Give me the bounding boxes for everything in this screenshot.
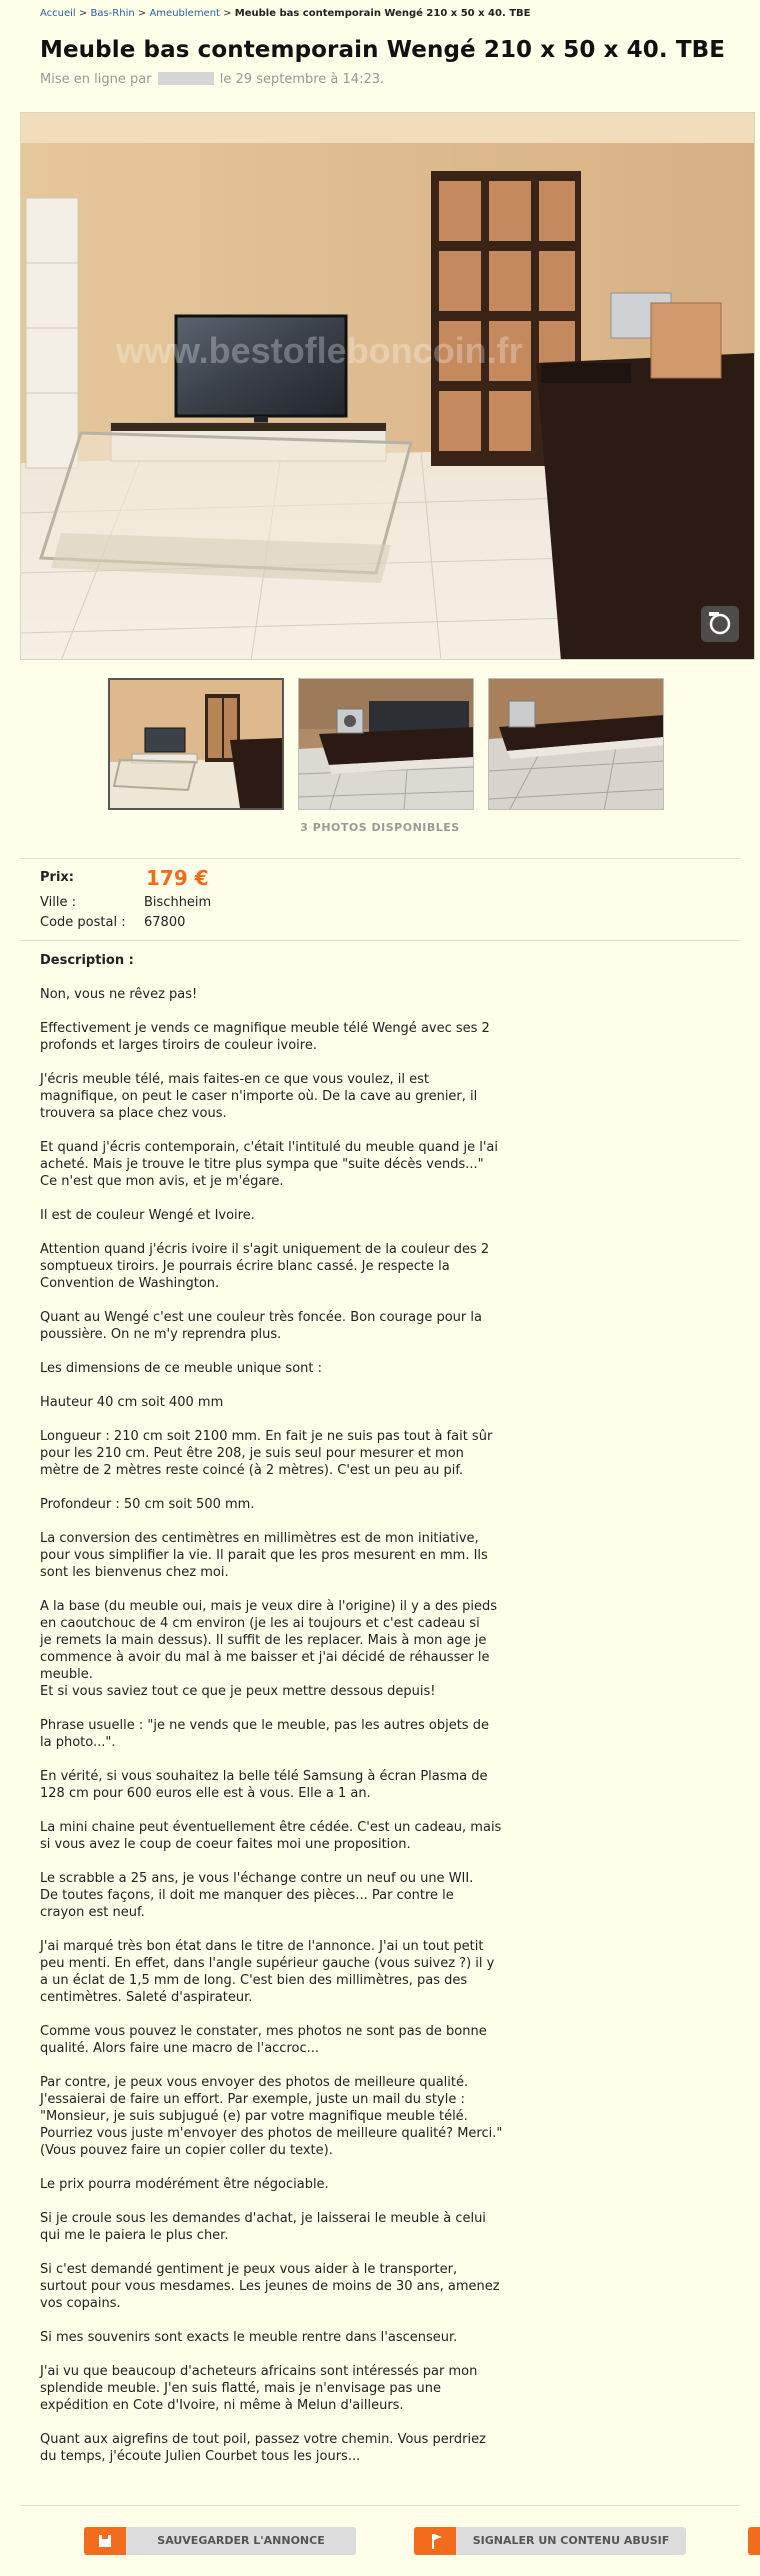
posted-date: le 29 septembre à 14:23. (219, 72, 385, 87)
breadcrumb-region-link[interactable]: Bas-Rhin (90, 8, 135, 19)
divider (20, 2505, 740, 2506)
save-ad-label: SAUVEGARDER L'ANNONCE (157, 2534, 325, 2547)
report-abuse-button[interactable] (414, 2527, 686, 2555)
description-paragraph: Hauteur 40 cm soit 400 mm (40, 1395, 224, 1410)
description-paragraph: Effectivement je vends ce magnifique meuble télé Wengé avec ses 2 profonds et larges tiroirs de couleur ivoire. (40, 1021, 490, 1053)
description-paragraph: Le prix pourra modérément être négociable. (40, 2177, 329, 2192)
description-paragraph: Quant aux aigrefins de tout poil, passez votre chemin. Vous perdriez du temps, j'écoute Julien Courbet tous les jours... (40, 2432, 486, 2464)
price-value: 179 € (146, 866, 209, 890)
thumbnail-1[interactable] (108, 678, 284, 810)
description-paragraph: Quant au Wengé c'est une couleur très foncée. Bon courage pour la poussière. On ne m'y reprendra plus. (40, 1310, 482, 1342)
description-paragraph: Les dimensions de ce meuble unique sont : (40, 1361, 323, 1376)
city-value: Bischheim (144, 895, 212, 910)
breadcrumb (40, 8, 531, 19)
description-paragraph: Non, vous ne rêvez pas! (40, 987, 198, 1002)
description-paragraph: Si mes souvenirs sont exacts le meuble rentre dans l'ascenseur. (40, 2330, 458, 2345)
page-title: Meuble bas contemporain Wengé 210 x 50 x 40. TBE (40, 37, 726, 63)
thumbnail-strip (0, 678, 760, 814)
breadcrumb-separator: > (78, 8, 88, 19)
price-label: Prix: (40, 870, 74, 885)
description-paragraph: Le scrabble a 25 ans, je vous l'échange contre un neuf ou une WII. De toutes façons, il doit me manquer des pièces... Par contre le crayon est neuf. (40, 1871, 474, 1920)
save-ad-button[interactable] (84, 2527, 356, 2555)
save-icon (84, 2527, 126, 2555)
description-paragraph: J'ai vu que beaucoup d'acheteurs africains sont intéressés par mon splendide meuble. J'en suis flatté, mais je n'envisage pas une expédition en Cote d'Ivoire, ni même à Melun d'ailleurs. (40, 2364, 478, 2413)
side-action-button[interactable] (748, 2527, 760, 2555)
report-abuse-label: SIGNALER UN CONTENU ABUSIF (472, 2534, 670, 2547)
description-paragraph: En vérité, si vous souhaitez la belle télé Samsung à écran Plasma de 128 cm pour 600 euros elle est à vous. Elle a 1 an. (40, 1769, 488, 1801)
description-paragraph: J'écris meuble télé, mais faites-en ce que vous voulez, il est magnifique, on peut le caser n'importe où. De la cave au grenier, il trouvera sa place chez vous. (40, 1072, 478, 1121)
description-paragraph: Comme vous pouvez le constater, mes photos ne sont pas de bonne qualité. Alors faire une macro de l'accroc... (40, 2024, 487, 2056)
description-paragraph: Il est de couleur Wengé et Ivoire. (40, 1208, 255, 1223)
breadcrumb-category-link[interactable]: Ameublement (149, 8, 220, 19)
description-paragraph: Phrase usuelle : "je ne vends que le meuble, pas les autres objets de la photo...". (40, 1718, 489, 1750)
thumbnail-image (299, 679, 474, 810)
description-paragraph: Par contre, je peux vous envoyer des photos de meilleure qualité. J'essaierai de faire un effort. Par exemple, juste un mail du style : "Monsieur, je suis subjugué (e) par votre magnifique meuble télé. Pourriez vous juste m'envoyer des photos de meilleure qualité? Merci." (Vous pouvez faire un copier coller du texte). (40, 2075, 503, 2158)
divider (20, 858, 740, 859)
breadcrumb-separator: > (137, 8, 147, 19)
description-title: Description : (40, 953, 134, 968)
main-photo[interactable] (20, 112, 755, 660)
thumbnail-image (110, 680, 282, 808)
divider (20, 940, 740, 941)
thumbnail-3[interactable] (488, 678, 664, 810)
thumbnail-2[interactable] (298, 678, 474, 810)
description-paragraph: Si c'est demandé gentiment je peux vous aider à le transporter, surtout pour vous mesdames. Les jeunes de moins de 30 ans, amenez vos copains. (40, 2262, 500, 2311)
action-bar (0, 2527, 760, 2555)
photos-count: 3 PHOTOS DISPONIBLES (300, 821, 460, 834)
description-paragraph: Si je croule sous les demandes d'achat, je laisserai le meuble à celui qui me le paiera le plus cher. (40, 2211, 486, 2243)
description-paragraph: J'ai marqué très bon état dans le titre de l'annonce. J'ai un tout petit peu menti. En effet, dans l'angle supérieur gauche (vous suivez ?) il y a un éclat de 1,5 mm de long. C'est bien des millimètres, pas des centimètres. Saleté d'aspirateur. (40, 1939, 495, 2005)
description-paragraph: Longueur : 210 cm soit 2100 mm. En fait je ne suis pas tout à fait sûr pour les 210 cm. Peut être 208, je suis seul pour mesurer et mon mètre de 2 mètres reste coincé (à 2 mètres). C'est un peu au pif. (40, 1429, 493, 1478)
breadcrumb-current: Meuble bas contemporain Wengé 210 x 50 x 40. TBE (234, 8, 531, 19)
posted-info (40, 72, 384, 87)
description-paragraph: Profondeur : 50 cm soit 500 mm. (40, 1497, 255, 1512)
postal-label: Code postal : (40, 915, 126, 930)
seller-name-redacted (158, 72, 214, 85)
description-paragraph: Attention quand j'écris ivoire il s'agit uniquement de la couleur des 2 somptueux tiroirs. Je pourrais écrire blanc cassé. Je respecte la Convention de Washington. (40, 1242, 490, 1291)
main-photo-image (21, 113, 755, 660)
breadcrumb-home-link[interactable]: Accueil (40, 8, 76, 19)
breadcrumb-separator: > (223, 8, 232, 19)
description-paragraph: La conversion des centimètres en millimètres est de mon initiative, pour vous simplifier la vie. Il parait que les pros mesurent en mm. Ils sont les bienvenus chez moi. (40, 1531, 488, 1580)
description-paragraph: La mini chaine peut éventuellement être cédée. C'est un cadeau, mais si vous avez le coup de coeur faites moi une proposition. (40, 1820, 502, 1852)
description-paragraph: A la base (du meuble oui, mais je veux dire à l'origine) il y a des pieds en caoutchouc de 4 cm environ (je les ai toujours et c'est cadeau si je remets la main dessus). Il suffit de les replacer. Mais à mon age je commence à avoir du mal à me baisser et j'ai décidé de réhausser le meuble. Et si vous saviez tout ce que je peux mettre dessous depuis! (40, 1599, 498, 1699)
description-body (40, 986, 520, 2482)
postal-value: 67800 (144, 915, 186, 930)
flag-icon (414, 2527, 456, 2555)
posted-prefix: Mise en ligne par (40, 72, 152, 87)
camera-zoom-icon[interactable] (701, 606, 739, 642)
watermark-text: www.bestofleboncoin.fr (116, 330, 523, 371)
thumbnail-image (489, 679, 664, 810)
description-paragraph: Et quand j'écris contemporain, c'était l'intitulé du meuble quand je l'ai acheté. Mais je trouve le titre plus sympa que "suite décès vends..." Ce n'est que mon avis, et je m'égare. (40, 1140, 499, 1189)
city-label: Ville : (40, 895, 76, 910)
